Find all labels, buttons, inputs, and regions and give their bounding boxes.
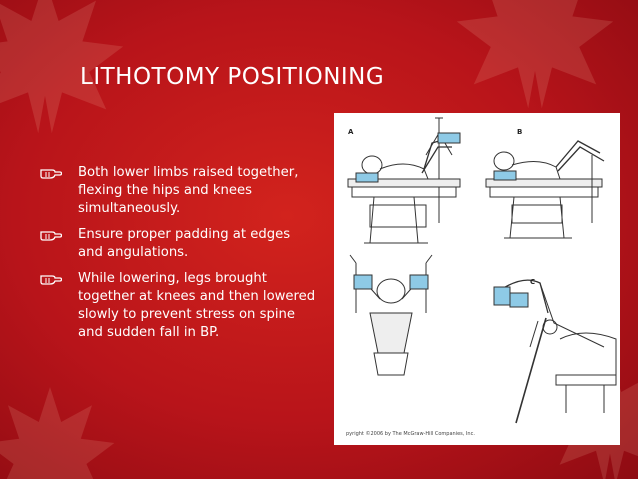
lithotomy-illustration: [334, 113, 620, 445]
bullet-item: [38, 270, 318, 342]
bullet-item: [38, 226, 318, 262]
bullet-list: [38, 164, 318, 350]
panel-label-b: B: [517, 128, 523, 136]
pointing-hand-icon: [40, 165, 62, 179]
bullet-text: Both lower limbs raised together, flexing the hips and knees simultaneously.: [78, 165, 299, 216]
panel-b-drawing: [486, 141, 604, 238]
maple-leaf-icon: [0, 380, 150, 479]
pointing-hand-icon: [40, 271, 62, 285]
panel-label-c: C: [530, 278, 536, 286]
bullet-item: [38, 164, 318, 218]
copyright-text: pyright ©2006 by The McGraw-Hill Companies, Inc.: [346, 431, 475, 437]
bullet-text: Ensure proper padding at edges and angulations.: [78, 227, 291, 260]
maple-leaf-icon: [430, 0, 638, 115]
bullet-text: While lowering, legs brought together at knees and then lowered slowly to prevent stress on spine and sudden fall in BP.: [78, 271, 316, 340]
illustration-drawing: [334, 113, 620, 445]
panel-a-front-drawing: [350, 255, 432, 375]
slide-title: LITHOTOMY POSITIONING: [80, 64, 385, 90]
panel-label-a: A: [348, 128, 354, 136]
pointing-hand-icon: [40, 227, 62, 241]
